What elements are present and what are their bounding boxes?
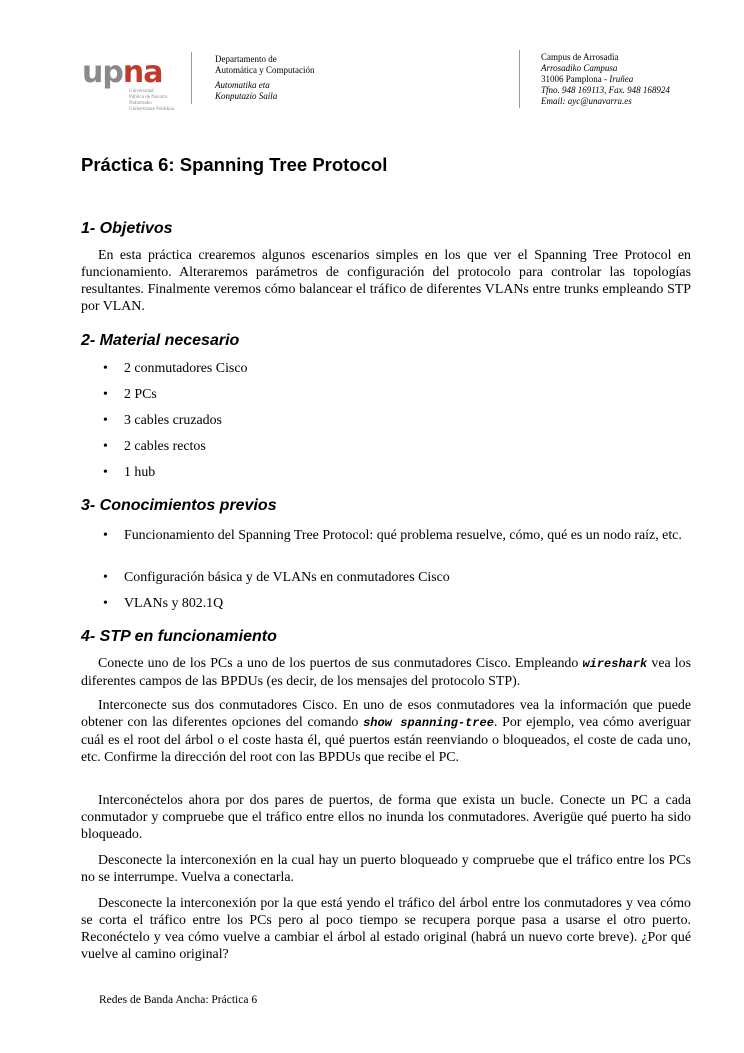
- department-line: Automática y Computación: [215, 65, 315, 75]
- page-title: Práctica 6: Spanning Tree Protocol: [81, 154, 388, 175]
- list-item-text: Configuración básica y de VLANs en conmutadores Cisco: [124, 570, 450, 585]
- logo-subtitle-line: Universidad: [129, 89, 154, 94]
- section-heading-conocimientos: 3- Conocimientos previos: [81, 497, 277, 514]
- list-item-text: 2 conmutadores Cisco: [124, 361, 248, 376]
- logo-subtitle: [129, 89, 174, 113]
- campus-line: [541, 74, 670, 85]
- paragraph-text: . Por ejemplo, vea cómo averiguar cuál es el root del árbol o el coste hasta él, qué puertos están reenviando o bloqueados, el coste de cada uno, etc. Confirme la dirección del root con las BPDUs que recibe el PC.: [81, 715, 691, 765]
- campus-email: Email: ayc@unavarra.es: [541, 96, 632, 106]
- bullet-icon: •: [103, 570, 108, 585]
- inline-code: show spanning-tree: [363, 716, 494, 730]
- list-item-text: VLANs y 802.1Q: [124, 596, 224, 611]
- bullet-icon: •: [103, 387, 108, 402]
- section-heading-stp: 4- STP en funcionamiento: [81, 628, 277, 645]
- list-item-text: 3 cables cruzados: [124, 413, 222, 428]
- paragraph-text: Conecte uno de los PCs a uno de los puertos de sus conmutadores Cisco. Empleando: [98, 656, 583, 671]
- logo-subtitle-line: Unibertsitate Publikoa: [129, 107, 174, 112]
- department-line: Departamento de: [215, 54, 277, 64]
- list-item-text: 1 hub: [124, 465, 156, 480]
- campus-line: Arrosadiko Campusa: [541, 63, 618, 73]
- campus-line: Campus de Arrosadía: [541, 52, 619, 62]
- list-item-text: 2 cables rectos: [124, 439, 206, 454]
- paragraph-stp-5: Desconecte la interconexión por la que está yendo el tráfico del árbol entre los conmutadores y vea cómo se corta el tráfico entre los PCs pero al poco tiempo se recupera porque pasa a usarse el otro puerto. Reconéctelo y vea cómo vuelve a cambiar el árbol al estado original (habrá un nuevo corte breve). ¿Por qué vuelve al camino original?: [81, 896, 691, 962]
- logo-up: up: [82, 55, 123, 90]
- campus-city: 31006 Pamplona -: [541, 74, 610, 84]
- section-heading-objetivos: 1- Objetivos: [81, 220, 173, 237]
- department-line: Automatika eta: [215, 80, 270, 90]
- inline-code: wireshark: [582, 657, 648, 671]
- campus-city-basque: Iruñea: [609, 74, 634, 84]
- logo-wordmark: [82, 55, 163, 90]
- paragraph-stp-3: Interconéctelos ahora por dos pares de puertos, de forma que exista un bucle. Conecte un PC a cada conmutador y compruebe que el tráfico entre ellos no inunda los conmutadores. Averigüe qué puerto ha sido bloqueado.: [81, 793, 691, 842]
- paragraph-objetivos: En esta práctica crearemos algunos escenarios simples en los que ver el Spanning Tree Protocol en funcionamiento. Alteraremos parámetros de configuración del protocolo para controlar las topologías resultantes. Finalmente veremos cómo balancear el tráfico de diferentes VLANs entre trunks empleando STP por VLAN.: [81, 248, 691, 314]
- header-divider: [519, 50, 520, 108]
- campus-phone: Tfno. 948 169113, Fax. 948 168924: [541, 85, 670, 95]
- bullet-icon: •: [103, 465, 108, 480]
- bullet-icon: •: [103, 596, 108, 611]
- list-item-text: Funcionamiento del Spanning Tree Protocol: qué problema resuelve, cómo, qué es un nodo raíz, etc.: [124, 528, 682, 543]
- bullet-icon: •: [103, 528, 108, 543]
- list-item-text: 2 PCs: [124, 387, 157, 402]
- paragraph-text: vea los diferentes campos de las BPDUs (es decir, de los mensajes del protocolo STP).: [81, 656, 692, 689]
- section-heading-material: 2- Material necesario: [81, 332, 240, 349]
- bullet-icon: •: [103, 413, 108, 428]
- page-footer: Redes de Banda Ancha: Práctica 6: [99, 994, 258, 1006]
- paragraph-text: Interconecte sus dos conmutadores Cisco. En uno de esos conmutadores vea la información que puede obtener con las diferentes opciones del comando: [81, 698, 691, 730]
- campus-address-block: [541, 52, 670, 107]
- paragraph-stp-4: Desconecte la interconexión en la cual hay un puerto bloqueado y compruebe que el tráfico entre los PCs no se interrumpe. Vuelva a conectarla.: [81, 853, 691, 885]
- logo-na: na: [122, 55, 163, 90]
- logo-subtitle-line: Nafarroako: [129, 101, 152, 106]
- logo-subtitle-line: Pública de Navarra: [129, 95, 168, 100]
- paragraph-stp-1: [81, 655, 691, 690]
- department-line: Konputazio Saila: [215, 91, 278, 101]
- upna-logo: [82, 55, 194, 112]
- paragraph-stp-2: [81, 697, 691, 766]
- bullet-icon: •: [103, 439, 108, 454]
- header-divider: [191, 52, 192, 104]
- bullet-icon: •: [103, 361, 108, 376]
- department-block: [215, 54, 314, 102]
- letterhead: [0, 50, 744, 110]
